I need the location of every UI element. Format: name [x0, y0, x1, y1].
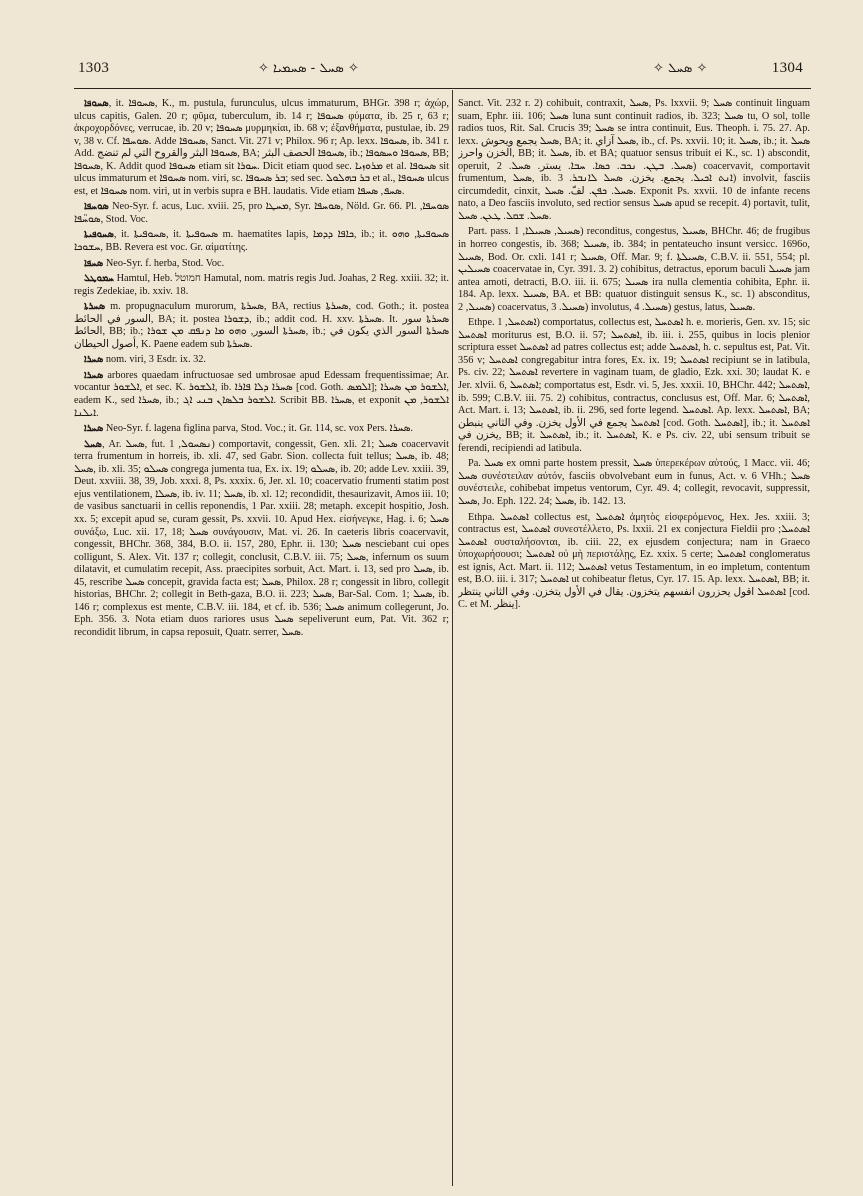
entry-headword: ܣܚܘܦܐ: [84, 98, 109, 109]
entry-text: arbores quaedam infructuosae sed umbrosae apud Edessam frequentissimae; Ar. vocantur ܐܠܫܘܪ, et sec. K. ܐܠܫܘܪ, ib. ܣܚܪܐ ܕܠܐ ܦܐܪܐ [cod. Goth. ܐܠܡܣ]; ܐܠܫܘܪ ܡܢ ܣܚܪܐ, eadem K., sed ܣܚܪܐ, ib.; ܐܠܫܘܪ ܒܠܣܐܢ ܒܢܝ ܐܓ. Scribit BB. ܣܚܪܐ, et exponit ܐܠܫܘܪ, ܡܢ ܐܝܠܢܐ.: [74, 369, 449, 419]
dictionary-entry: [74, 370, 449, 420]
dictionary-entry: [74, 229, 449, 254]
dictionary-entry: [458, 226, 810, 314]
entry-text: , it. ܣܚܘܦܐ, K., m. pustula, furunculus, ulcus immaturum, BHGr. 398 r; ἀχώρ, ulcus capitis, Galen. 20 r; φῦμα, tuberculum, ib. 14 r; ܣܚܘܦܐ φύματα, ib. 25 r, 63 r; ἀκροχορδόνες, verrucae, ib. 20 v; ܣܚܘܦܐ μυρμηκίαι, ib. 68 v; ἐξανθήματα, pustulae, ib. 29 v, 38 v. Cf. ܣܘܚܦܐ. Adde ܣܚܘܦܐ, Sanct. Vit. 271 v; Philox. 96 r; Ap. lexx. ܣܚܘܦܐ, ib. 341 r. Add. ܣܚܘܦܐ البثر والقروح التي لم تنضج, BA; ܣܚܘܦܐ الحصف البثر, ib.; ܣܚܘܦܐ ܘܚܣܘܦܐ, BB; ܣܚܘܦܐ, K. Addit quod ܣܚܘܦܐ etiam sit ܚܘܪܐ. Dicit etiam quod sec. ܡܪܘܙܝܐ et al. ܣܚܘܦܐ sit ulcus immaturum et ܣܚܘܦܐ nom. viri, sc. ܒܪ ܣܚܘܦܐ; sed sec. ܒܪ ܒܗܠܘܠ et al., ܣܚܘܦܐ ulcus est, et ܣܚܘܦܐ nom. viri, ut in verbis supra e BH. laudatis. Vide etiam ܣܚܦ, ܣܚܦܐ.: [74, 98, 449, 197]
entry-text: Ethpa. ܐܣܬܚܠ collectus est, ܐܣܬܚܠ ἀμητὸς εἰσφερόμενος, Hex. Jes. xxiii. 3; contractus est, ܐܣܬܚܠ συνεστέλλετο, Ps. lxxii. 21 ex conjectura Fieldii pro ܐܣܬܚܠ; ܐܣܬܚܠ συσταλήσονται, ib. ciii. 22, ex ejusdem conjectura; nam in Graeco ὑποχωρήσουσι; ܐܣܬܚܠ οὐ μὴ περιστάλῃς, Ez. xxix. 5 certe; ܐܣܬܚܠ conglomeratus est ignis, Act. Mart. ii. 112; ܐܣܬܚܠ vetus Testamentum, in eo impletum, contentum est, B.O. iii. i. 317; ܐܣܬܚܠ ut cohibeatur fletus, Cyr. 17. 15. Ap. lexx. ܐܣܬܚܠ, BB; it. ܐܣܬܚܠ اقول يحزرون انفسهم يتخزون. يقال في الأول يتخزن. وفي الثاني ينتظر [cod. C. et M. ينظر].: [458, 511, 810, 611]
entry-headword: ܣܚܪܐ: [84, 423, 104, 435]
entry-headword: ܣܚܘܦܝܬܐ: [84, 229, 114, 241]
left-page-number: 1303: [78, 60, 110, 76]
entry-text: m. propugnaculum murorum, ܣܚܪܬܐ, BA, rectius ܣܚܪܬܐ, cod. Goth.; it. postea السور في الحائط, BA; it. postea ܕܫܘܪܐ, ib.; addit cod. H. xxv. ܣܚܪܬܐ. It. ܣܚܪܬܐ سور الحائط, BB; ib.; ܣܚܪܬܐ السور, ܘܗܘ ܡܐ ܕܢܦܩ ܡܢ ܫܘܪܐ, ib.; ܣܚܪܬܐ السور الذي يكون في أصول الحيطان, K. Paene eadem sub ܣܚܪܬܐ.: [74, 301, 449, 350]
entry-headword: ܣܚܦܐ: [84, 257, 104, 269]
entry-headword: ܣܚܠ: [84, 438, 102, 450]
dictionary-entry: [458, 98, 810, 223]
right-column: [458, 98, 810, 1180]
entry-text: Neo-Syr. f. herba, Stod. Voc.: [103, 257, 225, 269]
dictionary-entry: [74, 98, 449, 198]
entry-text: nom. viri, 3 Esdr. ix. 32.: [103, 354, 206, 366]
dictionary-entry: [458, 512, 810, 612]
entry-headword: ܣܚܪܐ: [84, 354, 104, 366]
dictionary-entry: [74, 423, 449, 436]
dictionary-entry: [74, 301, 449, 351]
right-page-number: 1304: [771, 60, 803, 76]
entry-text: Neo-Syr. f. acus, Luc. xviii. 25, pro ܡܚܛܐ, Syr. ܣܘܚܦܐ, Nöld. Gr. 66. Pl. ܣܘܚܦܐ, ܣܘܚ̈ܦܐ, Stod. Voc.: [74, 201, 449, 225]
entry-text: Part. pass. ܣܚܝܠ, ܣܚܝܠܐ, 1) reconditus, congestus, ܣܚܝܠ, BHChr. 46; de frugibus in horreo congestis, ib. 368; ܣܚܝܠ, ib. 384; in pentateucho insunt versicc. 1696o, ܣܚܝܠ, Bod. Or. cxli. 141 r; ܣܚܝܠ, Off. Mar. 9; f. ܣܚܝܠܬܐ, C.B.V. ii. 551, 554; pl. ܣܚܝܠܝܢ coacervatae in, Cyr. 391. 3. 2) cohibitus, detractus, eporum baculi ܣܚܝܠ jam antea amoti, detracti, B.O. iii. ii. 675; ܣܚܝܠ ira nulla clementia cohibita, Ephr. ii. 184. Ap. lexx. ܣܚܝܠ, BA. et BB: quatuor distinguit sensus K., sc. 1) absconditus, ܣܚܝܠ, 2) coacervatus, ܣܚܝܠ. 3) involutus, ܣܚܝܠ. 4) gestus, latus, ܣܚܝܠ.: [458, 226, 810, 313]
entry-headword: ܚܡܘܛܠ: [84, 273, 114, 285]
right-running-head: ✧ ܣܚܠ ✧: [653, 61, 708, 76]
entry-text: Neo-Syr. f. lagena figlina parva, Stod. Voc.; it. Gr. 114, sc. vox Pers. ܣܚܪܐ.: [103, 423, 413, 435]
dictionary-entry: [458, 458, 810, 508]
left-running-head: ✧ ܣܚܠ - ܣܚܡܝܐ ✧: [258, 61, 359, 76]
entry-headword: ܣܘܚܦܐ: [84, 201, 109, 213]
entry-text: , Ar. ܣܚܠ, fut. ܢܣܚܘܠ, 1) comportavit, congessit, Gen. xli. 21; ܣܚܠ coacervavit terra frumentum in horreis, ib. xli. 47, sed Gabr. Sion. collecta fuit tellus; ܣܚܠ, ib. 48; ܣܚܠ, ib. xli. 35; ܣܚܠܘ congrega jumenta tua, Ex. ix. 19; ܣܚܠܘ, ib. 20; adde Lev. xxiii. 39, Deut. xxviii. 38, 39, Job. xxxi. 8, Ps. xxxix. 6, Jer. xl. 10; coacervatio frumenti statim post ejus ventilationem, ܣܚܠܐ, ib. iv. 11; ܣܚܠ, ib. xl. 12; recondidit, thesaurizavit, Amos iii. 10; de vasibus sanctuarii in cellis reponendis, 1 Par. xxiii. 28; metaph. excepit hospitio, Josh. xx. 5; excepit apud se, curam gessit, Ps. xxvii. 10. Apud Hex. εἰσήνεγκε, Hag. i. 6; ܣܚܠ συνάξω, Luc. xii. 17, 18; ܣܚܠ συνάγουσιν, Mat. vi. 26. In caeteris libris coacervavit, congessit, BHChr. 368, 384, B.O. ii. 157, 280, Ephr. ii. 130; ܣܚܠ nesciebant cui opes colligunt, S. Alex. Vit. 137 r; collegit, conclusit, C.B.V. iii. 75; ܣܚܠ, infernum os suum dilatavit, et cumulatim recepit, Ass. praecipites sorbuit, Act. Mart. i. 13, sed pro ܣܚܠ, ib. 45, rescribe ܣܚܠ concepit, gravida facta est; ܣܚܠ, Philox. 28 r; congessit in libro, collegit historias, BHChr. 2; collegit in Beth-gaza, B.O. ii. 223; ܣܚܠ, Bar-Sal. Com. 1; ܣܚܠ, ib. 146 r; complexus est mente, C.B.V. iii. 184, et cf. ib. 536; ܣܚܠ animum collegerunt, Jo. Eph. 356. 3. Nota etiam duos rariores usus ܣܚܠ sepeliverunt eum, Pat. Vit. 362 r; recondidit librum, in capsa reposuit, Quatr. serrer, ܣܚܠ.: [74, 438, 449, 638]
dictionary-entry: [74, 258, 449, 271]
page-header: [78, 60, 803, 86]
dictionary-entry: [74, 439, 449, 640]
entry-text: Ethpe. ܐܣܬܚܠ, 1) comportatus, collectus est, ܐܣܬܚܠ h. e. morieris, Gen. xv. 15; sic ܐܣܬܚܠ moriturus est, B.O. ii. 57; ܐܣܬܚܠ, ib. iii. i. 255, quibus in locis plenior scriptura esset ܐܣܬܚܠ ad patres collectus est; adde ܐܣܬܚܠ, h. c. sepultus est, Pat. Vit. 356 v; ܐܣܬܚܠ congregabitur intra fores, Ex. ix. 19; ܐܣܬܚܠ recipiunt se in latibula, Ps. civ. 22; ܐܣܬܚܠ revertere in vaginam tuam, de gladio, Ezk. xxi. 30; laudat K. e Jer. xlvii. 6, ܐܣܬܚܠ; comportatus est, Esdr. vi. 5, Jes. xxxii. 10, BHChr. 442; ܐܣܬܚܠ, ib. 599; C.B.V. iii. 75. 2) cohibitus, contractus, conclusus est, Off. Mar. 6; ܐܣܬܚܠ, Act. Mart. i. 13; ܐܣܬܚܠ, ib. ii. 296, sed forte legend. ܐܣܬܚܠ. Ap. lexx. ܐܣܬܚܠ, BA; ܐܣܬܚܠ يجمع في الأول يخزن. وفي الثاني ينبطن [cod. Goth. ܐܣܬܚܠ], ib.; it. ܐܣܬܚܠ يخزن في, BB; it. ܐܣܬܚܠ, ib.; it. ܐܣܬܚܠ, K. e Ps. civ. 22, ubi sensum tribuit se ferendi, recipiendi ad latibula.: [458, 317, 810, 454]
dictionary-entry: [74, 201, 449, 226]
left-column: [74, 98, 449, 1180]
entry-headword: ܣܚܪܐ: [84, 369, 104, 381]
dictionary-entry: [458, 317, 810, 455]
header-rule: [74, 88, 811, 89]
dictionary-entry: [74, 273, 449, 298]
dictionary-entry: [74, 354, 449, 367]
entry-text: Hamtul, Heb. חמוטל Hamutal, nom. matris regis Jud. Joahas, 2 Reg. xxiii. 32; it. regis Zedekiae, ib. xxiv. 18.: [74, 273, 449, 297]
entry-text: Sanct. Vit. 232 r. 2) cohibuit, contraxit, ܣܚܠ, Ps. lxxvii. 9; ܣܚܠ continuit linguam suam, Ephr. iii. 106; ܣܚܠ luna sunt continuit radios, ib. 323; ܣܚܠ tu, O sol, tolle radios tuos, Rit. Sal. Crucis 39; ܣܚܠ se intra continuit, Eus. Theoph. i. 75. 27. Ap. lexx. ܣܚܠ يجمع ويحوش, BA; it. ܣܚܠ آزاي, ib., cf. Ps. xxvii. 10; it. ܣܚܠ, ib.; it. ܣܚܠ الخزن واحرز, BB; it. ܣܚܠ, ib. et BA; quatuor sensus tribuit ei K., sc. 1) abscondit, operuit, ܣܚܠ. ܒܛܢ. ܢܟܒ. ܟܣܐ. ܚܒܐ. يستر. ܣܚܠ. 2) coacervavit, comportavit frumentum, ܣܚܠ, ib. ܐܢܬ ܐܟܝܠ. يجمع. يخزن. ܣܚܠ ܠܐܢܒܪ. 3) involvit, fasciis circumdedit, cinxit, ܣܚܠ. ܟܦܢ. لفّ. ܣܚܠ. Exponit Ps. xxvii. 10 de infante recens nato, a Deo fasciis involuto, sed rectior sensus ܣܚܠ apud se recepit. 4) portavit, tulit, ܣܚܠ. ܫܩܠ. ܛܥܢ. ܣܚܠ.: [458, 98, 810, 222]
entry-headword: ܣܚܪܬܐ: [84, 301, 106, 313]
entry-text: , it. ܣܚܘܦܝܬܐ, it. ܣܚܘܦܝܬܐ m. haematites lapis, ܟܐܦܐ ܕܕܡܐ, ib.; it. ܣܚܘܦܝܬܐ, ܘܗܘ ܚܫܘܟܐ, BB. Revera est voc. Gr. αἱματίτης.: [74, 229, 449, 254]
column-divider: [452, 90, 453, 1186]
entry-text: Pa. ܣܚܠ ex omni parte hostem pressit, ܣܚܠ ὑπερεκέρων αὐτούς, 1 Macc. vii. 46; ܣܚܠ συνέστειλαν αὐτόν, fasciis obvolvebant eum in funus, Act. v. 6 VHh.; ܣܚܠ συνέστειλε, cohibebat impetus ventorum, Cyr. 49. 4; collegit, revocavit, suppressit, ܣܚܠ, Jo. Eph. 122. 24; ܣܚܠ, ib. 142. 13.: [458, 458, 810, 507]
